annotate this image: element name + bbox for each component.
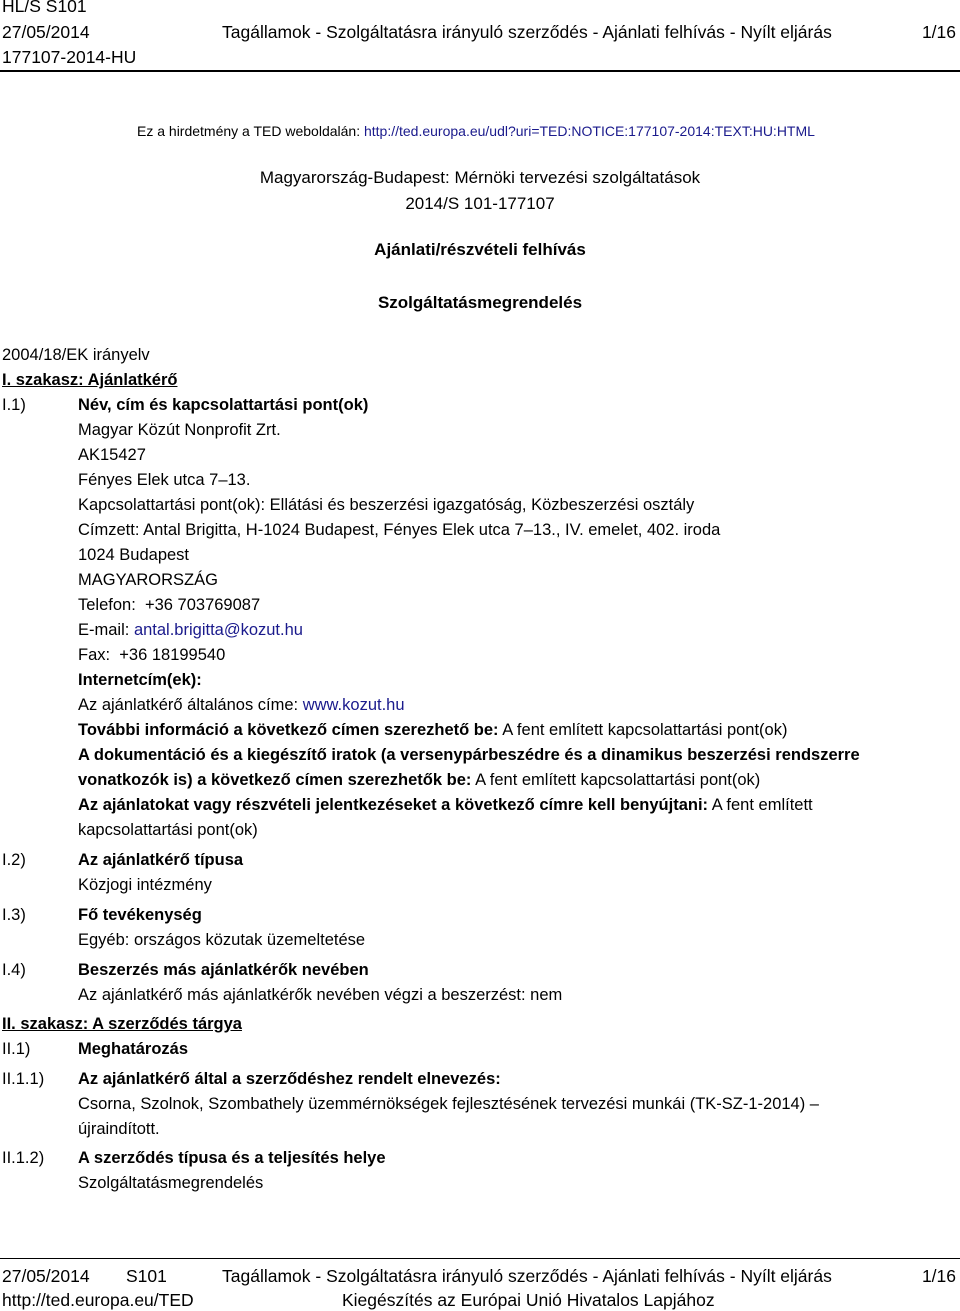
submit-value-2: kapcsolattartási pont(ok) <box>78 821 258 839</box>
country: MAGYARORSZÁG <box>78 571 218 589</box>
fax-line <box>78 646 225 666</box>
internet-label: Internetcím(ek): <box>78 671 202 689</box>
header-title: Tagállamok - Szolgáltatásra irányuló szerződés - Ajánlati felhívás - Nyílt eljárás <box>222 22 832 42</box>
section-ii12-number: II.1.2) <box>2 1149 45 1167</box>
header-ref: HL/S S101 <box>2 0 87 16</box>
phone-line <box>78 596 260 616</box>
footer-date: 27/05/2014 <box>2 1266 90 1286</box>
section-i4-title: Beszerzés más ajánlatkérők nevében <box>78 961 369 979</box>
doc-title: Magyarország-Budapest: Mérnöki tervezési szolgáltatások <box>259 168 701 187</box>
footer-supplement: Kiegészítés az Európai Unió Hivatalos Lapjához <box>342 1290 715 1310</box>
footer-page: 1/16 <box>921 1266 956 1286</box>
ted-link-line <box>137 123 815 140</box>
org-street: Fényes Elek utca 7–13. <box>78 471 251 489</box>
section-1-heading: I. szakasz: Ajánlatkérő <box>2 371 178 389</box>
section-ii11-value-2: újraindított. <box>78 1120 160 1138</box>
footer-title: Tagállamok - Szolgáltatásra irányuló szerződés - Ajánlati felhívás - Nyílt eljárás <box>222 1266 832 1286</box>
header-date: 27/05/2014 <box>2 22 90 42</box>
docs-line-2 <box>78 771 760 791</box>
docs-value: A fent említett kapcsolattartási pont(ok) <box>475 771 761 789</box>
section-i1-title: Név, cím és kapcsolattartási pont(ok) <box>78 396 369 414</box>
doc-type: Ajánlati/részvételi felhívás <box>374 240 586 259</box>
general-address-line <box>78 696 405 716</box>
docs-label-line-1: A dokumentáció és a kiegészítő iratok (a versenypárbeszédre és a dinamikus beszerzési rendszerre <box>78 746 860 764</box>
org-code: AK15427 <box>78 446 146 464</box>
section-i1-number: I.1) <box>2 396 26 414</box>
section-ii12-value: Szolgáltatásmegrendelés <box>78 1174 264 1192</box>
section-i3-value: Egyéb: országos közutak üzemeltetése <box>78 931 366 949</box>
phone-label: Telefon: <box>78 596 136 614</box>
doc-kind: Szolgáltatásmegrendelés <box>377 293 583 312</box>
email-link[interactable]: antal.brigitta@kozut.hu <box>133 621 303 639</box>
contact-points: Kapcsolattartási pont(ok): Ellátási és beszerzési igazgatóság, Közbeszerzési osztály <box>78 496 695 514</box>
section-2-heading: II. szakasz: A szerződés tárgya <box>2 1015 242 1033</box>
docs-label-line-2: vonatkozók is) a következő címen szerezhetők be: <box>78 771 472 789</box>
phone-value: +36 703769087 <box>144 596 261 614</box>
section-ii1-number: II.1) <box>2 1040 31 1058</box>
section-i2-value: Közjogi intézmény <box>78 876 212 894</box>
city: 1024 Budapest <box>78 546 190 564</box>
further-info-value: A fent említett kapcsolattartási pont(ok) <box>502 721 788 739</box>
section-i4-number: I.4) <box>2 961 26 979</box>
email-label: E-mail: <box>78 621 130 639</box>
ted-link[interactable]: http://ted.europa.eu/udl?uri=TED:NOTICE:177107-2014:TEXT:HU:HTML <box>363 123 815 139</box>
section-ii11-title: Az ajánlatkérő által a szerződéshez rendelt elnevezés: <box>78 1070 501 1088</box>
section-ii11-number: II.1.1) <box>2 1070 45 1088</box>
section-ii12-title: A szerződés típusa és a teljesítés helye <box>78 1149 386 1167</box>
general-address-link[interactable]: www.kozut.hu <box>302 696 405 714</box>
email-line <box>78 621 303 641</box>
further-info-label: További információ a következő címen szerezhető be: <box>78 721 499 739</box>
footer-url[interactable]: http://ted.europa.eu/TED <box>2 1290 194 1310</box>
section-i2-title: Az ajánlatkérő típusa <box>78 851 244 869</box>
further-info-line <box>78 721 787 741</box>
submit-value-1: A fent említett <box>711 796 813 814</box>
org-name: Magyar Közút Nonprofit Zrt. <box>78 421 281 439</box>
header-page: 1/16 <box>921 22 956 42</box>
section-i4-value: Az ajánlatkérő más ajánlatkérők nevében végzi a beszerzést: nem <box>78 986 563 1004</box>
footer-rule <box>0 1258 960 1259</box>
footer-code: S101 <box>126 1266 167 1286</box>
fax-label: Fax: <box>78 646 111 664</box>
section-i3-title: Fő tevékenység <box>78 906 202 924</box>
doc-number: 2014/S 101-177107 <box>405 194 555 213</box>
header-rule <box>0 70 960 72</box>
directive: 2004/18/EK irányelv <box>2 346 150 364</box>
ted-link-prefix: Ez a hirdetmény a TED weboldalán: <box>137 123 364 139</box>
header-notice-id: 177107-2014-HU <box>2 47 137 67</box>
general-address-label: Az ajánlatkérő általános címe: <box>78 696 299 714</box>
attention: Címzett: Antal Brigitta, H-1024 Budapest, Fényes Elek utca 7–13., IV. emelet, 402. iroda <box>78 521 721 539</box>
submit-label: Az ajánlatokat vagy részvételi jelentkezéseket a következő címre kell benyújtani: <box>78 796 709 814</box>
fax-value: +36 18199540 <box>119 646 226 664</box>
section-ii1-title: Meghatározás <box>78 1040 189 1058</box>
submit-line <box>78 796 813 816</box>
section-i2-number: I.2) <box>2 851 26 869</box>
section-i3-number: I.3) <box>2 906 26 924</box>
section-ii11-value-1: Csorna, Szolnok, Szombathely üzemmérnökségek fejlesztésének tervezési munkái (TK-SZ-1-2014) – <box>78 1095 819 1113</box>
